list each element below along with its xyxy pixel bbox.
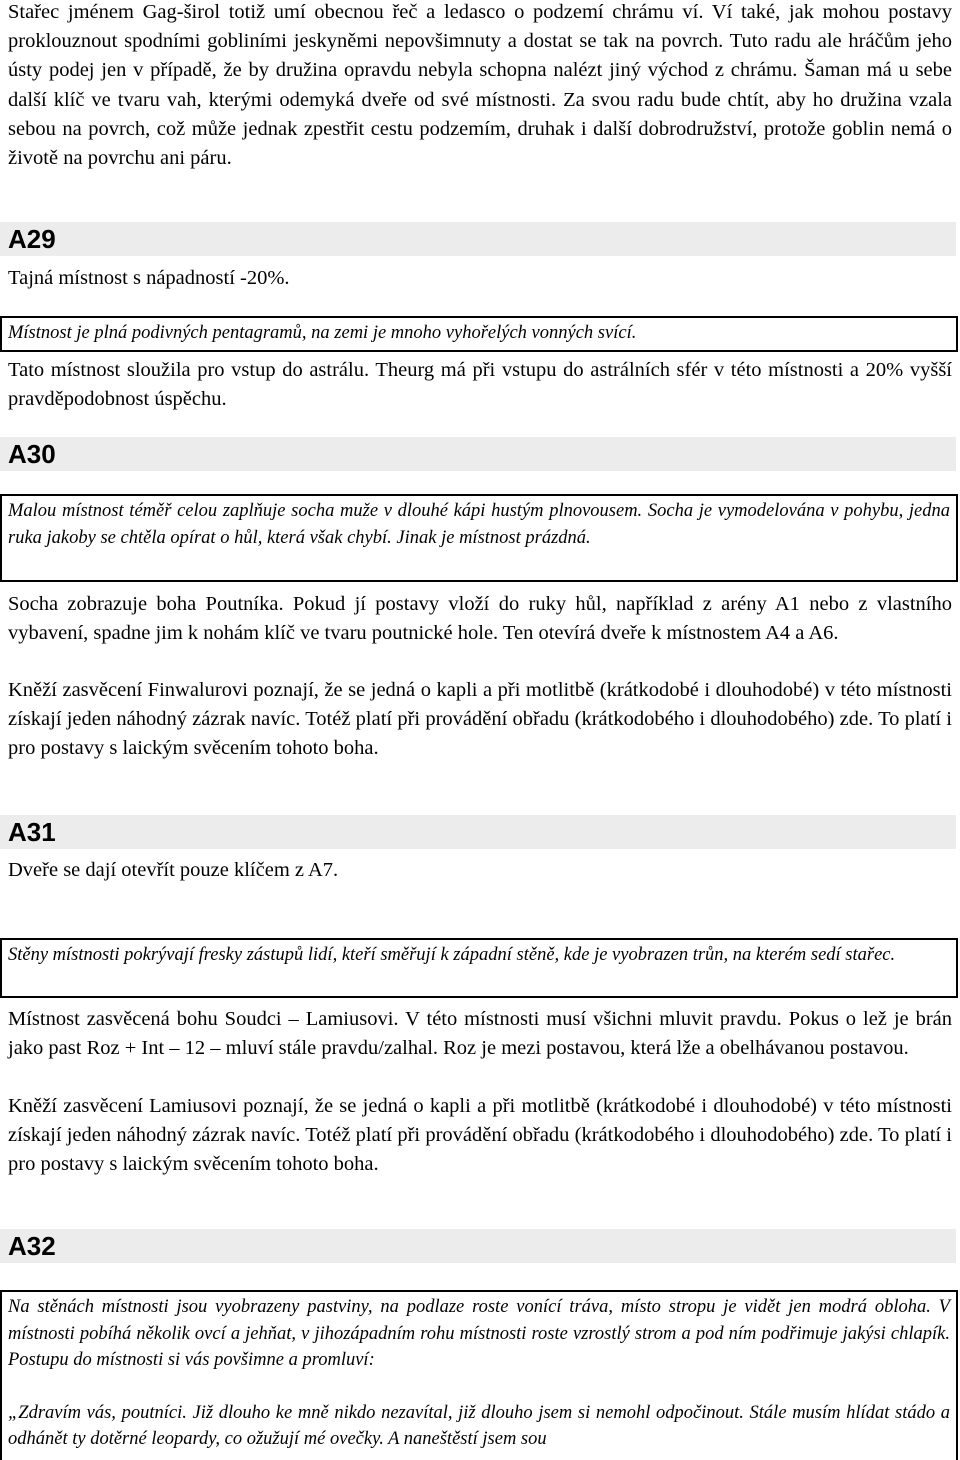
a29-paragraph-1: Tajná místnost s nápadností -20%. <box>8 267 290 289</box>
a31-paragraph-1: Dveře se dají otevřít pouze klíčem z A7. <box>8 859 339 881</box>
section-heading-a30: A30 <box>0 437 956 471</box>
a32-box-text-1: Na stěnách místnosti jsou vyobrazeny pastviny, na podlaze roste vonící tráva, místo stropu je vidět jen modrá obloha. V místnosti pobíhá několik ovcí a jehňat, v jihozápadním rohu místnosti roste vzrostlý strom a pod ním podřimuje jakýsi chlapík. Postupu do místnosti si vás povšimne a promluví: <box>8 1297 950 1370</box>
a30-paragraph-1: Socha zobrazuje boha Poutníka. Pokud jí postavy vloží do ruky hůl, například z arény A1 nebo z vlastního vybavení, spadne jim k nohám klíč ve tvaru poutnické hole. Ten otevírá dveře k místnostem A4 a A6. <box>8 593 952 645</box>
a29-paragraph-2: Tato místnost sloužila pro vstup do astrálu. Theurg má při vstupu do astrálních sfér v této místnosti a 20% vyšší pravděpodobnost úspěchu. <box>8 359 952 411</box>
section-heading-a31: A31 <box>0 815 956 849</box>
a31-paragraph-3: Kněží zasvěcení Lamiusovi poznají, že se jedná o kapli a při motlitbě (krátkodobé i dlouhodobé) v této místnosti získají jeden náhodný zázrak navíc. Totéž platí při provádění obřadu (krátkodobého i dlouhodobého) zde. To platí i pro postavy s laickým svěcením tohoto boha. <box>8 1095 952 1176</box>
a32-box-spacer <box>8 1374 950 1400</box>
a31-box-text: Stěny místnosti pokrývají fresky zástupů lidí, kteří směřují k západní stěně, kde je vyobrazen trůn, na kterém sedí stařec. <box>8 945 896 965</box>
a32-box-text-2: „Zdravím vás, poutníci. Již dlouho ke mně nikdo nezavítal, již dlouho jsem si nemohl odpočinout. Stále musím hlídat stádo a odhánět ty dotěrné leopardy, co ožužují mé ovečky. A naneštěstí jsem sou <box>8 1402 950 1449</box>
section-heading-a32: A32 <box>0 1229 956 1263</box>
section-heading-a29: A29 <box>0 222 956 256</box>
a29-box-text: Místnost je plná podivných pentagramů, na zemi je mnoho vyhořelých vonných svící. <box>8 323 637 343</box>
a31-description-box <box>0 938 958 998</box>
a30-description-box <box>0 494 958 582</box>
a30-paragraph-2: Kněží zasvěcení Finwalurovi poznají, že se jedná o kapli a při motlitbě (krátkodobé i dlouhodobé) v této místnosti získají jeden náhodný zázrak navíc. Totéž platí při provádění obřadu (krátkodobého i dlouhodobého) zde. To platí i pro postavy s laickým svěcením tohoto boha. <box>8 679 952 760</box>
a32-description-box <box>0 1290 958 1460</box>
intro-paragraph: Stařec jménem Gag-širol totiž umí obecnou řeč a ledasco o podzemí chrámu ví. Ví také, jak mohou postavy proklouznout spodními gobliními jeskyněmi nepovšimnuty a dostat se tak na povrch. Tuto radu ale hráčům jeho ústy podej jen v případě, že by družina opravdu nebyla schopna nalézt jiný východ z chrámu. Šaman má u sebe další klíč ve tvaru vah, kterými odemyká dveře od své místnosti. Za svou radu bude chtít, aby ho družina vzala sebou na povrch, což může jednak zpestřit cestu podzemím, druhak i další dobrodružství, protože goblin nemá o životě na povrchu ani páru. <box>8 1 952 170</box>
a31-paragraph-2: Místnost zasvěcená bohu Soudci – Lamiusovi. V této místnosti musí všichni mluvit pravdu. Pokus o lež je brán jako past Roz + Int – 12 – mluví stále pravdu/zalhal. Roz je mezi postavou, která lže a obelhávanou postavou. <box>8 1008 952 1060</box>
a29-description-box <box>0 316 958 352</box>
a30-box-text: Malou místnost téměř celou zaplňuje socha muže v dlouhé kápi hustým plnovousem. Socha je vymodelována v pohybu, jedna ruka jakoby se chtěla opírat o hůl, která však chybí. Jinak je místnost prázdná. <box>8 501 950 548</box>
